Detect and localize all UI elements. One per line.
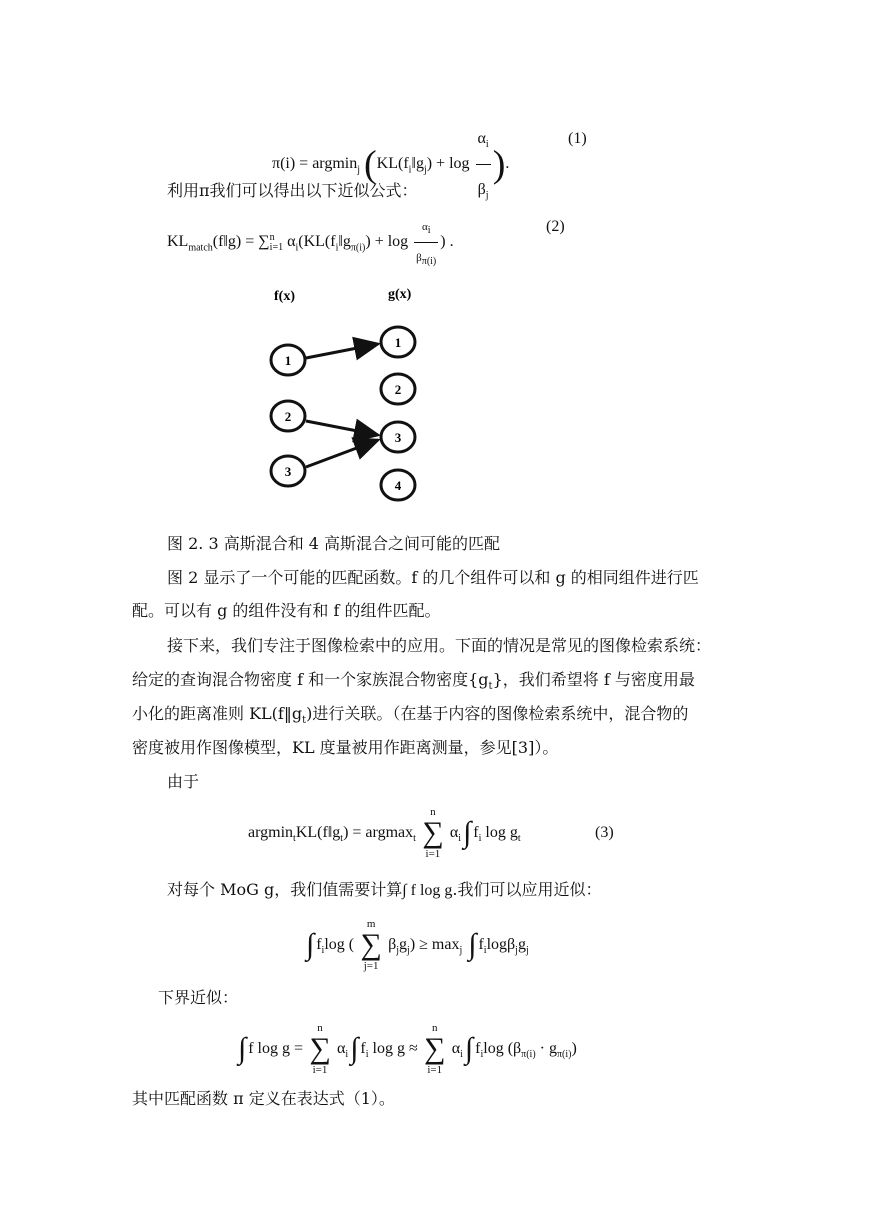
lower-bound-label: 下界近似： (158, 988, 239, 1007)
svg-text:2: 2 (394, 382, 402, 397)
paragraph-2-line-3: 小化的距离准则 $KL(f‖g_t)$进行关联。（在基于内容的图像检索系统中，混合物的 (132, 704, 689, 727)
svg-text:1: 1 (284, 353, 292, 368)
paragraph-2-line-1: 接下来，我们专注于图像检索中的应用。下面的情况是常见的图像检索系统： (167, 636, 712, 655)
right-node-4 (381, 470, 415, 500)
svg-text:3: 3 (394, 430, 402, 445)
paragraph-2-line-4: 密度被用作图像模型，KL 度量被用作距离测量，参见[3]）。 (132, 738, 559, 757)
svg-text:4: 4 (394, 478, 402, 493)
right-node-3 (381, 422, 415, 452)
final-sentence: 其中匹配函数 π 定义在表达式（1）。 (132, 1089, 395, 1108)
equation-5: ∫ f log g = n ∑ i=1 $\alpha_i\int$ $f_i$ log g ≈ n ∑ i=1 $\alpha_i\int$ $f_i\log$ $(\beta_{\pi(i)} \cdot g_{\pi(i)})$ (238, 1022, 577, 1077)
right-node-1 (381, 327, 415, 357)
eq1-lhs: π(i) = argmin (272, 155, 358, 173)
equation-3: $argmin_tKL(f‖g_t) = argmax_t$ n ∑ i=1 $\alpha_i\int$ $f_i$ $\log g_t$ (248, 806, 521, 861)
paragraph-3: 对每个 MoG g，我们值需要计算∫ f log g.我们可以应用近似： (167, 880, 602, 899)
svg-text:2: 2 (284, 409, 292, 424)
eq1-fraction: $\frac{\alpha_i}{\beta_j}$ (476, 114, 491, 215)
svg-text:3: 3 (284, 464, 292, 479)
arrow-3-to-3 (306, 440, 378, 467)
paragraph-pi: 利用π我们可以得出以下近似公式： (167, 181, 418, 200)
equation-4: ∫ $f_i\log$ ( m ∑ j=1 $\beta_jg_j) \ge \max_j$ ∫ $f_i\log\beta_jg_j$ (306, 918, 529, 973)
equation-1-number: (1) (568, 130, 587, 147)
equation-1: π(i) = argmin$_j$ ($KL(f_i‖g_j) + \log$ $\frac{\alpha_i}{\beta_j}$ ). (272, 114, 509, 164)
matching-figure (260, 280, 430, 510)
left-node-2 (271, 401, 305, 431)
svg-text:1: 1 (394, 335, 402, 350)
paragraph-1-line-2: 配。可以有 g 的组件没有和 f 的组件匹配。 (132, 601, 441, 620)
paragraph-1-line-1: 图 2 显示了一个可能的匹配函数。f 的几个组件可以和 g 的相同组件进行匹 (167, 568, 699, 587)
left-node-1 (271, 345, 305, 375)
paragraph-2-line-2: 给定的查询混合物密度 f 和一个家族混合物密度$\{g_t\}$，我们希望将 f 与密度用最 (132, 670, 695, 693)
f-label: f(x) (274, 289, 295, 304)
arrow-1-to-1 (306, 344, 378, 358)
youyu: 由于 (167, 772, 200, 791)
equation-2: $KL_{match}(f‖g)$ = ∑ n i=1 $\alpha_i(KL(f_i‖g_{\pi(i)}) + \log$ $\frac{\alpha_i}{\beta_{\pi(i)}}$ ) . (167, 212, 454, 273)
figure-caption: 图 2. 3 高斯混合和 4 高斯混合之间可能的匹配 (167, 534, 501, 553)
equation-3-number: (3) (595, 824, 614, 841)
g-label: g(x) (388, 287, 412, 302)
left-node-3 (271, 456, 305, 486)
arrow-2-to-3 (306, 421, 378, 435)
right-node-2 (381, 374, 415, 404)
equation-2-number: (2) (546, 218, 565, 235)
